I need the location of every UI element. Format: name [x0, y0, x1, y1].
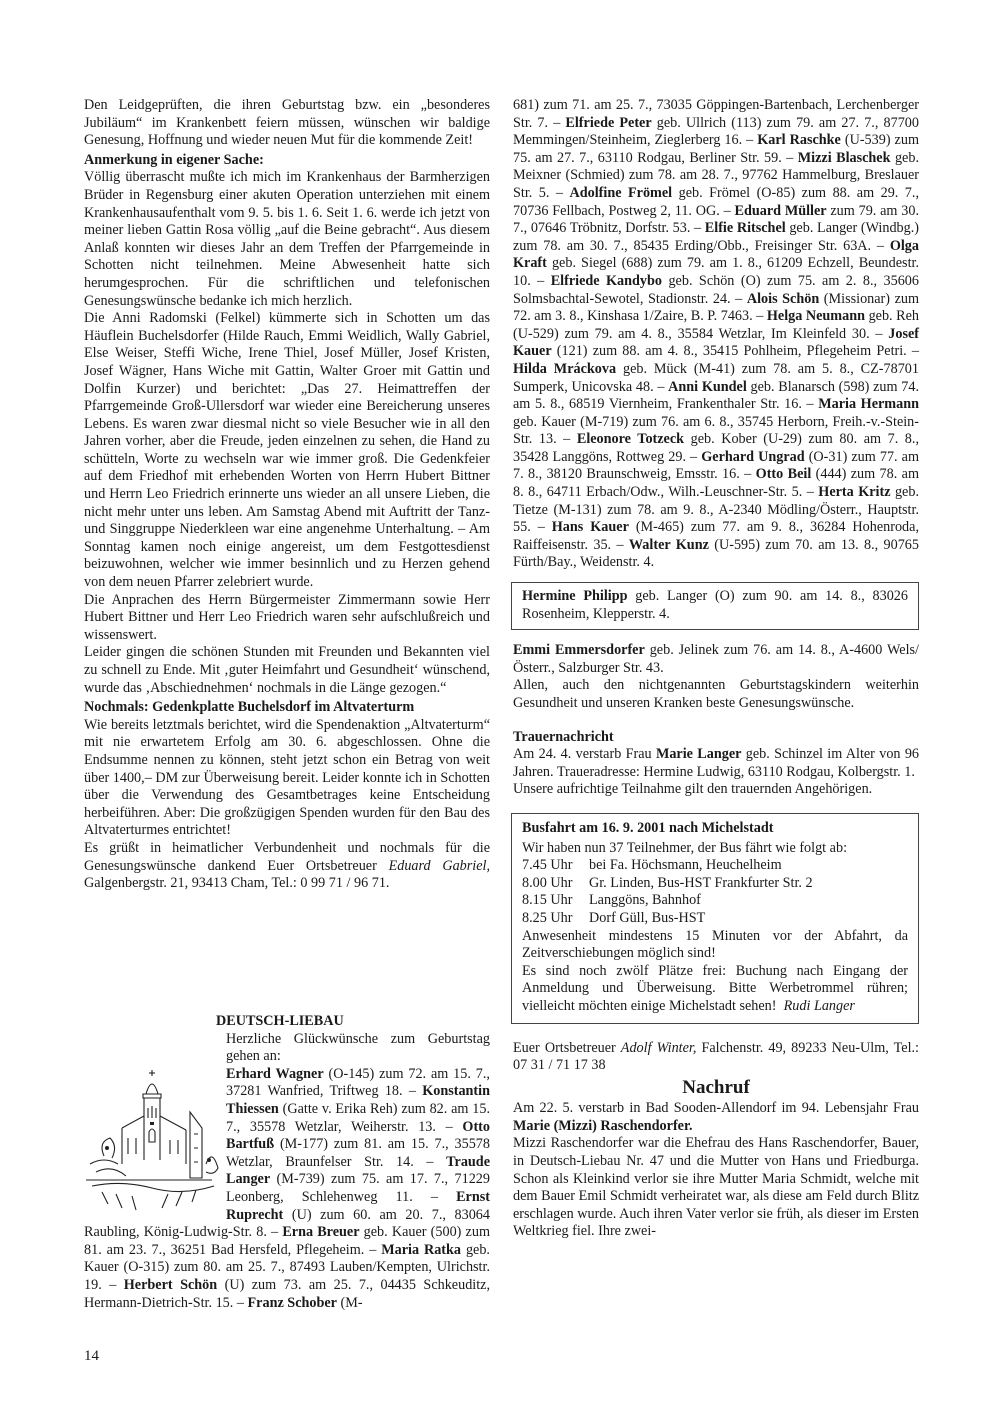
liebau-intro: Herzliche Glückwünsche zum Geburtstag gehen an: [226, 1030, 490, 1065]
liebau-entry-details: geb. Kauer (500) zum 81. am 23. 7., 36251 Bad Hersfeld, Pflegeheim. – [84, 1224, 490, 1258]
paragraph-ansprachen: Die Anprachen des Herrn Bürgermeister Zimmermann sowie Herr Hubert Bittner und Herr Leo Friedrich waren sehr aufschlußreich und wissenswert. [84, 591, 490, 643]
right-entry-details: geb. Reh (U-529) zum 79. am 4. 8., 35584 Wetzlar, Im Kleinfeld 30. – [513, 308, 920, 342]
betreuer-text: Euer Ortsbetreuer [513, 1039, 621, 1056]
right-entry-name: Otto Beil [755, 466, 812, 483]
right-entry-name: Hans Kauer [551, 519, 629, 536]
highlight-box-hermine-philipp [511, 582, 919, 630]
right-entry-details: geb. Kober (U-29) zum 80. am 7. 8., 35428 Langgöns, Rottweg 29. – [513, 431, 919, 465]
deutsch-liebau-section [84, 1013, 490, 1312]
betreuer-paragraph [513, 1040, 919, 1075]
right-entry-details: geb. Frömel (O-85) zum 88. am 29. 7., 70736 Fellbach, Postweg 2, 11. OG. – [513, 184, 919, 219]
right-entry-details: geb. Tietze (M-131) zum 78. am 9. 8., A-2340 Mödling/Österr., Hauptstr. 55. – [513, 484, 919, 536]
right-entry-details: geb. Langer (Windbg.) zum 78. am 30. 7., 85435 Erding/Obb., Freisinger Str. 63A. – [513, 220, 919, 254]
trauer-text-a: Am 24. 4. verstarb Frau [513, 746, 656, 763]
right-column [513, 97, 919, 1241]
liebau-entry-details: (M-177) zum 81. am 15. 7., 35578 Wetzlar, Braunfelser Str. 14. – [226, 1136, 490, 1170]
right-entry-details: geb. Blanarsch (598) zum 74. am 5. 8., 68519 Viernheim, Frankenthaler Str. 16. – [513, 378, 919, 413]
church-sketch-illustration [82, 1068, 222, 1214]
section-title-deutsch-liebau: DEUTSCH-LIEBAU [216, 1013, 344, 1029]
right-entry-details: (U-539) zum 75. am 27. 7., 63110 Rodgau, Berliner Str. 59. – [513, 132, 919, 166]
emmi-name: Emmi Emmersdorfer [513, 642, 645, 659]
nachruf-body: Mizzi Raschendorfer war die Ehefrau des Hans Raschendorfer, Bauer, in Deutsch-Liebau Nr. 47 und die Mutter von Hans und Friedburga. Schon als Kleinkind verlor sie ihre Mutter Maria Schmidt, welche mit dem Bauer Emil Schmidt verheiratet war, als diese am Feld durch Blitz erschlagen wurde. Auch ihren Vater verlor sie früh, als dieser im Ersten Weltkrieg fiel. Ihre zwei- [513, 1135, 919, 1240]
right-entry-details: (M-465) zum 77. am 9. 8., 36284 Hohenroda, Raiffeisenstr. 35. – [513, 519, 919, 553]
right-entry-details: geb. Siegel (688) zum 79. am 1. 8., 61209 Echzell, Beundestr. 10. – [513, 255, 919, 289]
right-entry-name: Gerhard Ungrad [701, 448, 805, 465]
right-entry-name: Mizzi Blaschek [797, 149, 891, 166]
liebau-entry-name: Otto Bartfuß [226, 1118, 490, 1153]
bus-signature: Rudi Langer [783, 997, 855, 1014]
paragraph-operation: Völlig überrascht mußte ich mich im Krankenhaus der Barmherzigen Brüder in Regensburg einer akuten Operation unterziehen mit einem Krankenhausaufenthalt vom 9. 5. bis 1. 6. Seit 1. 6. werde ich jetzt von meiner lieben Gattin Rosa völlig „auf die Beine gebracht“. Aus diesem Anlaß konnten wir dieses Jahr an dem Treffen der Pfarrgemeinde in Schotten nicht teilnehmen. Meine Abwesenheit hatte sich herumgesprochen. Für die schriftlichen und telefonischen Genesungswünsche bedanke ich mich herzlich. [84, 169, 490, 309]
right-entry-details: geb. Mück (M-41) zum 78. am 5. 8., CZ-78701 Sumperk, Unicovska 48. – [513, 360, 919, 395]
bus-note-2-text: Es sind noch zwölf Plätze frei: Buchung nach Eingang der Anmeldung und Überweisung. Bitte Werbetrommel rühren; vielleicht möchten einige Michelstadt sehen! [522, 962, 908, 1014]
right-entry-name: Alois Schön [746, 290, 820, 307]
nachruf-text-a: Am 22. 5. verstarb in Bad Sooden-Allendorf im 94. Lebensjahr Frau [513, 1100, 919, 1117]
intro-paragraph: Den Leidgeprüften, die ihren Geburtstag bzw. ein „besonderes Jubiläum“ im Krankenbett feiern müssen, wünschen wir baldige Genesung, Hoffnung und wieder neuen Mut für die kommende Zeit! [84, 97, 490, 149]
liebau-entry-details: (O-145) zum 72. am 15. 7., 37281 Wanfried, Triftweg 18. – [226, 1065, 490, 1100]
right-entry-name: Elfriede Kandybo [550, 272, 663, 289]
allen-paragraph: Allen, auch den nichtgenannten Geburtstagskindern weiterhin Gesundheit und unseren Kranken beste Genesungswünsche. [513, 677, 919, 711]
right-entry-name: Eduard Müller [734, 202, 827, 219]
right-entry-name: Hilda Mráckova [513, 360, 617, 377]
right-entry-details: (U-595) zum 70. am 13. 8., 90765 Fürth/Bay., Weidenstr. 4. [513, 536, 919, 571]
ortsbetreuer-name: Eduard Gabriel, [388, 857, 491, 874]
bus-title: Busfahrt am 16. 9. 2001 nach Michelstadt [522, 819, 774, 836]
right-entry-name: Walter Kunz [628, 536, 709, 553]
gruss-address: Galgenbergstr. 21, 93413 Cham, Tel.: 0 99 71 / 96 71. [84, 875, 390, 892]
bus-note-1: Anwesenheit mindestens 15 Minuten vor der Abfahrt, da Zeitverschiebungen möglich sind! [522, 927, 908, 962]
right-entry-name: Josef Kauer [513, 325, 919, 360]
right-entry-details: geb. Ullrich (113) zum 79. am 27. 7., 87700 Memmingen/Steinheim, Zieglerberg 16. – [513, 114, 919, 149]
right-entry-name: Olga Kraft [513, 237, 919, 272]
bus-schedule-row [522, 857, 908, 875]
right-entry-details: 681) zum 71. am 25. 7., 73035 Göppingen-Bartenbach, Lerchenberger Str. 7. – [513, 97, 919, 131]
bus-trip-box [511, 813, 919, 1024]
right-entry-name: Elfriede Peter [565, 114, 652, 131]
right-entry-details: geb. Kauer (M-719) zum 76. am 6. 8., 35745 Herborn, Freih.-v.-Stein-Str. 13. – [513, 413, 919, 448]
bus-schedule [522, 857, 908, 927]
betreuer-name: Adolf Winter, [620, 1039, 697, 1056]
bus-time: 8.15 Uhr [522, 892, 573, 909]
heading-anmerkung: Anmerkung in eigener Sache: [84, 151, 264, 168]
trauer-text-b: geb. Schinzel im Alter von 96 Jahren. Traueradresse: Hermine Ludwig, 63110 Rodgau, Kolbergstr. 1. [513, 746, 920, 780]
right-entry-name: Adolfine Frömel [569, 184, 673, 201]
right-entry-name: Elfie Ritschel [704, 220, 786, 237]
liebau-entry-details: (M- [336, 1294, 363, 1311]
liebau-entry-name: Maria Ratka [381, 1241, 462, 1258]
right-entry-details: geb. Meixner (Schmied) zum 78. am 28. 7., 97762 Hammelburg, Breslauer Str. 5. – [513, 149, 919, 201]
bus-schedule-row [522, 910, 908, 928]
liebau-entry-name: Erna Breuer [282, 1224, 360, 1241]
right-entry-details: (444) zum 78. am 8. 8., 64711 Erbach/Odw., Wilh.-Leuschner-Str. 5. – [513, 466, 919, 501]
liebau-entry-name: Traude Langer [226, 1153, 490, 1188]
gruss-text: Es grüßt in heimatlicher Verbundenheit und nochmals für die Genesungswünsche dankend Euer Ortsbetreuer [84, 839, 490, 874]
left-column [84, 97, 490, 893]
liebau-entry-details: (U) zum 60. am 20. 7., 83064 Raubling, König-Ludwig-Str. 8. – [84, 1206, 490, 1241]
liebau-entry-name: Konstantin Thiessen [226, 1083, 490, 1117]
bus-schedule-row [522, 875, 908, 893]
trauer-teilnahme: Unsere aufrichtige Teilnahme gilt den trauernden Angehörigen. [513, 781, 873, 798]
box-person-details: geb. Langer (O) zum 90. am 14. 8., 83026 Rosenheim, Klepperstr. 4. [522, 588, 908, 622]
page-number: 14 [84, 1348, 99, 1364]
bus-stop: bei Fa. Höchsmann, Heuchelheim [589, 857, 782, 874]
right-entry-details: (Missionar) zum 72. am 3. 8., Kinshasa 1/Zaire, B. P. 7463. – [513, 290, 919, 325]
nachruf-intro [513, 1100, 919, 1135]
liebau-entry-name: Franz Schober [247, 1294, 337, 1311]
bus-time: 8.00 Uhr [522, 874, 573, 891]
betreuer-address: Falchenstr. 49, 89233 Neu-Ulm, Tel.: 07 31 / 71 17 38 [513, 1039, 919, 1074]
heading-trauernachricht: Trauernachricht [513, 728, 614, 745]
trauer-name: Marie Langer [655, 746, 742, 763]
liebau-entry-details: (M-739) zum 75. am 17. 7., 71229 Leonberg, Schlehenweg 11. – [226, 1171, 490, 1205]
right-entry-name: Herta Kritz [818, 484, 891, 501]
right-entry-name: Eleonore Totzeck [576, 431, 685, 448]
liebau-entry-name: Herbert Schön [123, 1276, 218, 1293]
right-entry-details: (O-31) zum 77. am 7. 8., 38120 Braunschweig, Emsstr. 16. – [513, 448, 920, 483]
liebau-entry-details: (U) zum 73. am 25. 7., 04435 Schkeuditz, Hermann-Dietrich-Str. 15. – [84, 1276, 491, 1311]
bus-intro: Wir haben nun 37 Teilnehmer, der Bus fährt wie folgt ab: [522, 839, 848, 856]
bus-stop: Langgöns, Bahnhof [589, 892, 701, 909]
nachruf-name: Marie (Mizzi) Raschendorfer. [513, 1117, 693, 1134]
bus-schedule-row [522, 892, 908, 910]
bus-stop: Gr. Linden, Bus-HST Frankfurter Str. 2 [589, 874, 813, 891]
bus-note-2 [522, 963, 908, 1016]
paragraph-gruss [84, 840, 490, 893]
liebau-entry-name: Ernst Ruprecht [226, 1188, 490, 1223]
right-entry-name: Helga Neumann [766, 308, 866, 325]
paragraph-schotten: Die Anni Radomski (Felkel) kümmerte sich in Schotten um das Häuflein Buchelsdorfer (Hilde Rauch, Emmi Weidlich, Wally Gabriel, Else Weiser, Steffi Wiche, Irene Thiel, Josef Müller, Josef Kristen, Josef Wägner, Hans Wiche mit Gattin, Walter Groer mit Gattin und Dolfin Kurzer) und berichtet: „Das 27. Heimattreffen der Pfarrgemeinde Groß-Ullersdorf war wieder eine Bereicherung unseres Lebens. Es waren zwar diesmal nicht so viele Besucher wie in all den Jahren vorher, aber die Freude, jeden einzelnen zu sehen, die Hand zu schütteln, Worte zu wechseln war wie immer groß. Die Gedenkfeier auf dem Friedhof mit erhebenden Worten von Herrn Hubert Bittner und Herrn Leo Friedrich erinnerte uns wieder an all unsere Lieben, die nicht mehr unter uns leben. Am Samstag Abend mit Auftritt der Tanz- und Singgruppe Niederkleen war eine angenehme Unterhaltung. – Am Sonntag kamen noch einige angereist, um dem Festgottesdienst beizuwohnen, welcher wie immer besinnlich und zu Herzen gehend von dem neuen Pfarrer zelebriert wurde. [84, 310, 490, 591]
emmi-entry [513, 642, 919, 677]
heading-nachruf: Nachruf [682, 1076, 750, 1098]
right-entry-name: Karl Raschke [757, 132, 841, 149]
trauer-paragraph [513, 746, 919, 781]
box-person-name: Hermine Philipp [522, 588, 628, 605]
liebau-entry-details: geb. Kauer (O-315) zum 80. am 25. 7., 87493 Lauben/Kempten, Ulrichstr. 19. – [84, 1241, 490, 1293]
paragraph-spendenaktion: Wie bereits letztmals berichtet, wird die Spendenaktion „Altvaterturm“ mit nie erwartetem Erfolg am 30. 6. abgeschlossen. Ohne die Endsumme nennen zu können, steht jetzt schon ein Betrag von weit über 1400,– DM zur Überweisung bereit. Leider konnte ich in Schotten über die Verwendung des Gesamtbetrages keine Entscheidung herbeiführen. Aber: Die großzügigen Spenden wurden für den Bau des Altvaterturmes entrichtet! [84, 716, 490, 839]
right-birthday-list [513, 97, 919, 572]
emmi-details: geb. Jelinek zum 76. am 14. 8., A-4600 Wels/Österr., Salzburger Str. 43. [513, 642, 919, 676]
right-entry-name: Anni Kundel [668, 378, 747, 395]
bus-stop: Dorf Güll, Bus-HST [589, 909, 706, 926]
bus-time: 7.45 Uhr [522, 857, 573, 874]
heading-gedenkplatte: Nochmals: Gedenkplatte Buchelsdorf im Altvaterturm [84, 699, 415, 716]
liebau-entry-details: (Gatte v. Erika Reh) zum 82. am 15. 7., 35578 Wetzlar, Weiherstr. 13. – [226, 1100, 490, 1135]
bus-time: 8.25 Uhr [522, 909, 573, 926]
right-entry-details: geb. Schön (O) zum 75. am 2. 8., 35606 Solmsbachtal-Sewotel, Stadionstr. 24. – [513, 272, 919, 307]
liebau-entry-name: Erhard Wagner [226, 1065, 324, 1082]
paragraph-abschied: Leider gingen die schönen Stunden mit Freunden und Bekannten viel zu schnell zu Ende. Mit ‚guter Heimfahrt und Gesundheit‘ wünschend, wurde das ‚Abschiednehmen‘ nochmals in die Länge gezogen.“ [84, 644, 490, 696]
right-entry-name: Maria Hermann [818, 396, 919, 413]
right-entry-details: (121) zum 88. am 4. 8., 35415 Pohlheim, Pflegeheim Petri. – [551, 343, 919, 360]
right-entry-details: zum 79. am 30. 7., 07646 Tröbnitz, Dorfstr. 53. – [513, 202, 919, 237]
